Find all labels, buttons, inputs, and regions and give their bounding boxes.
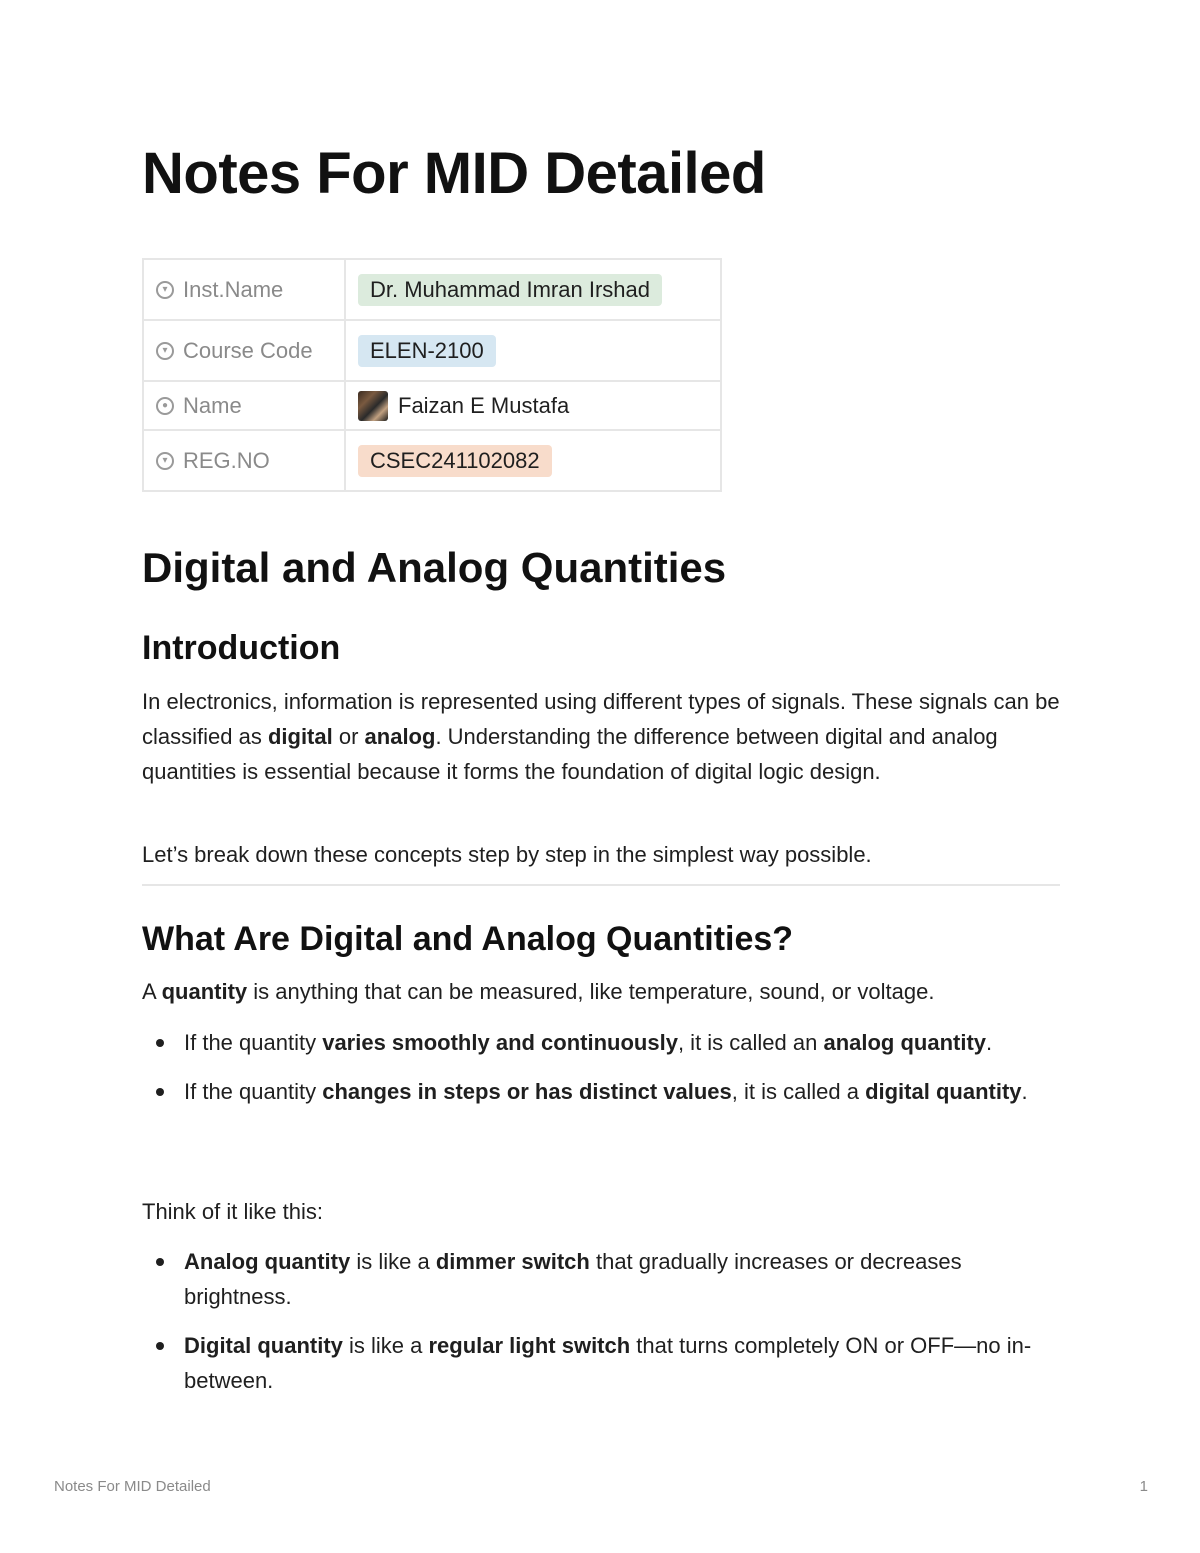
property-row-name (143, 381, 721, 430)
list-item: Digital quantity is like a regular light switch that turns completely ON or OFF—no in-between. (142, 1328, 1060, 1398)
list-item: If the quantity varies smoothly and continuously, it is called an analog quantity. (142, 1025, 1060, 1060)
property-label: Inst.Name (183, 276, 284, 302)
property-row-course-code (143, 320, 721, 381)
person-name[interactable]: Faizan E Mustafa (398, 392, 570, 418)
avatar (358, 391, 388, 421)
page-title: Notes For MID Detailed (142, 141, 766, 206)
property-row-reg-no (143, 430, 721, 491)
intro-paragraph: In electronics, information is represented using different types of signals. These signals can be classified as digital or analog. Understanding the difference between digital and analog quantities is essential because it forms the foundation of digital logic design. (142, 689, 1060, 784)
bullet-icon (156, 1342, 164, 1350)
subsection-heading: What Are Digital and Analog Quantities? (142, 920, 794, 958)
bullet-icon (156, 1039, 164, 1047)
select-property-icon: ▾ (156, 452, 174, 470)
reg-no-tag[interactable]: CSEC241102082 (358, 445, 552, 477)
select-property-icon: ▾ (156, 342, 174, 360)
property-label: Course Code (183, 337, 313, 363)
bullet-list (142, 1025, 1060, 1123)
list-item: Analog quantity is like a dimmer switch that gradually increases or decreases brightness. (142, 1244, 1060, 1314)
course-code-tag[interactable]: ELEN-2100 (358, 335, 496, 367)
list-item: If the quantity changes in steps or has distinct values, it is called a digital quantity. (142, 1074, 1060, 1109)
footer-page-number: 1 (1139, 1478, 1148, 1495)
bullet-list (142, 1244, 1060, 1412)
person-property-icon: ● (156, 397, 174, 415)
property-label: REG.NO (183, 447, 270, 473)
property-label: Name (183, 392, 242, 418)
quantity-paragraph: A quantity is anything that can be measured, like temperature, sound, or voltage. (142, 979, 935, 1004)
select-property-icon: ▾ (156, 281, 174, 299)
bullet-icon (156, 1088, 164, 1096)
section-heading: Digital and Analog Quantities (142, 544, 727, 591)
footer-doc-title: Notes For MID Detailed (54, 1478, 211, 1495)
subsection-heading: Introduction (142, 629, 341, 667)
divider (142, 884, 1060, 886)
inst-name-tag[interactable]: Dr. Muhammad Imran Irshad (358, 274, 662, 306)
think-paragraph: Think of it like this: (142, 1199, 323, 1224)
properties-table (142, 258, 722, 492)
property-row-inst-name (143, 259, 721, 320)
bullet-icon (156, 1258, 164, 1266)
intro-paragraph-2: Let’s break down these concepts step by step in the simplest way possible. (142, 842, 872, 867)
